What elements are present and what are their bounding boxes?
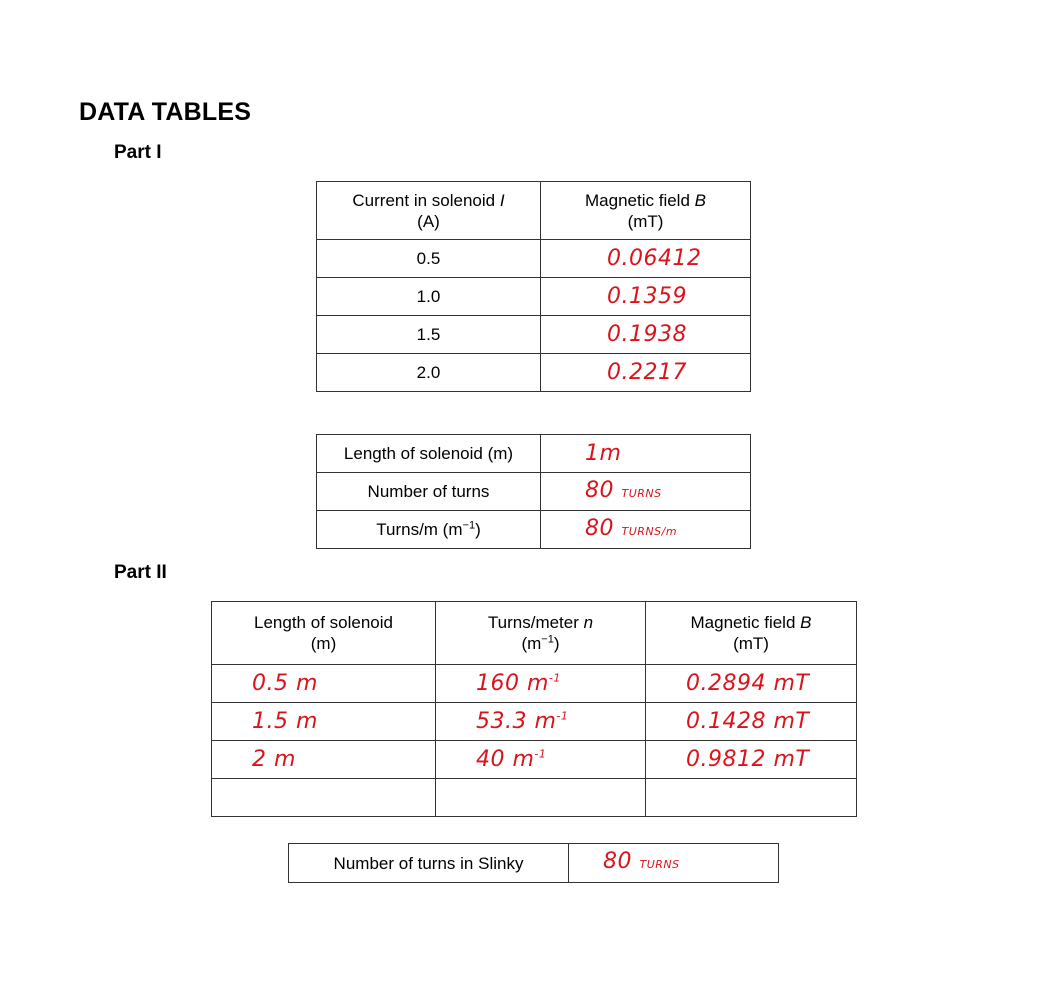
table-row xyxy=(289,844,779,883)
length-cell: 0.5 m xyxy=(212,665,436,703)
table-row xyxy=(317,473,751,511)
table-header-row xyxy=(212,602,857,665)
table-row xyxy=(212,779,857,817)
turns-per-m-value: 80 TURNS/m xyxy=(541,511,751,549)
length-cell: 1.5 m xyxy=(212,703,436,741)
turns-header: Turns/meter n $(m^{-1})$ xyxy=(436,602,646,665)
length-cell xyxy=(212,779,436,817)
field-header: Magnetic field B (mT) xyxy=(541,182,751,240)
length-header: Length of solenoid (m) xyxy=(212,602,436,665)
field-cell: 0.9812 mT xyxy=(646,741,857,779)
slinky-turns-value: 80 TURNS xyxy=(569,844,779,883)
turns-cell xyxy=(436,779,646,817)
field-cell: 0.2894 mT xyxy=(646,665,857,703)
field-header: Magnetic field B (mT) xyxy=(646,602,857,665)
page-title: DATA TABLES xyxy=(79,98,252,126)
field-cell: 0.1428 mT xyxy=(646,703,857,741)
current-cell: 1.5 xyxy=(317,316,541,354)
field-cell xyxy=(646,779,857,817)
turns-value: 80 TURNS xyxy=(541,473,751,511)
table-row xyxy=(317,316,751,354)
current-cell: 0.5 xyxy=(317,240,541,278)
turns-per-m-label: Turns/m $(m^{-1})$ xyxy=(317,511,541,549)
table-row xyxy=(212,665,857,703)
part-2-label: Part II xyxy=(114,562,167,583)
turns-cell: 53.3 $m^{-1}$ xyxy=(436,703,646,741)
table-header-row xyxy=(317,182,751,240)
turns-cell: 160 $m^{-1}$ xyxy=(436,665,646,703)
table-row xyxy=(212,741,857,779)
current-header: Current in solenoid I (A) xyxy=(317,182,541,240)
table-row xyxy=(317,278,751,316)
table-row xyxy=(317,354,751,392)
current-cell: 1.0 xyxy=(317,278,541,316)
length-label: Length of solenoid (m) xyxy=(317,435,541,473)
field-cell: 0.1938 xyxy=(541,316,751,354)
table-row xyxy=(317,511,751,549)
part-1-label: Part I xyxy=(114,142,162,163)
solenoid-info-table xyxy=(316,434,751,549)
length-cell: 2 m xyxy=(212,741,436,779)
slinky-turns-table xyxy=(288,843,779,883)
table-row xyxy=(317,435,751,473)
turns-cell: 40 $m^{-1}$ xyxy=(436,741,646,779)
length-value: 1m xyxy=(541,435,751,473)
current-cell: 2.0 xyxy=(317,354,541,392)
slinky-turns-label: Number of turns in Slinky xyxy=(289,844,569,883)
length-turns-field-table xyxy=(211,601,857,817)
turns-label: Number of turns xyxy=(317,473,541,511)
table-row xyxy=(317,240,751,278)
field-cell: 0.1359 xyxy=(541,278,751,316)
field-cell: 0.06412 xyxy=(541,240,751,278)
field-cell: 0.2217 xyxy=(541,354,751,392)
table-row xyxy=(212,703,857,741)
current-field-table xyxy=(316,181,751,392)
